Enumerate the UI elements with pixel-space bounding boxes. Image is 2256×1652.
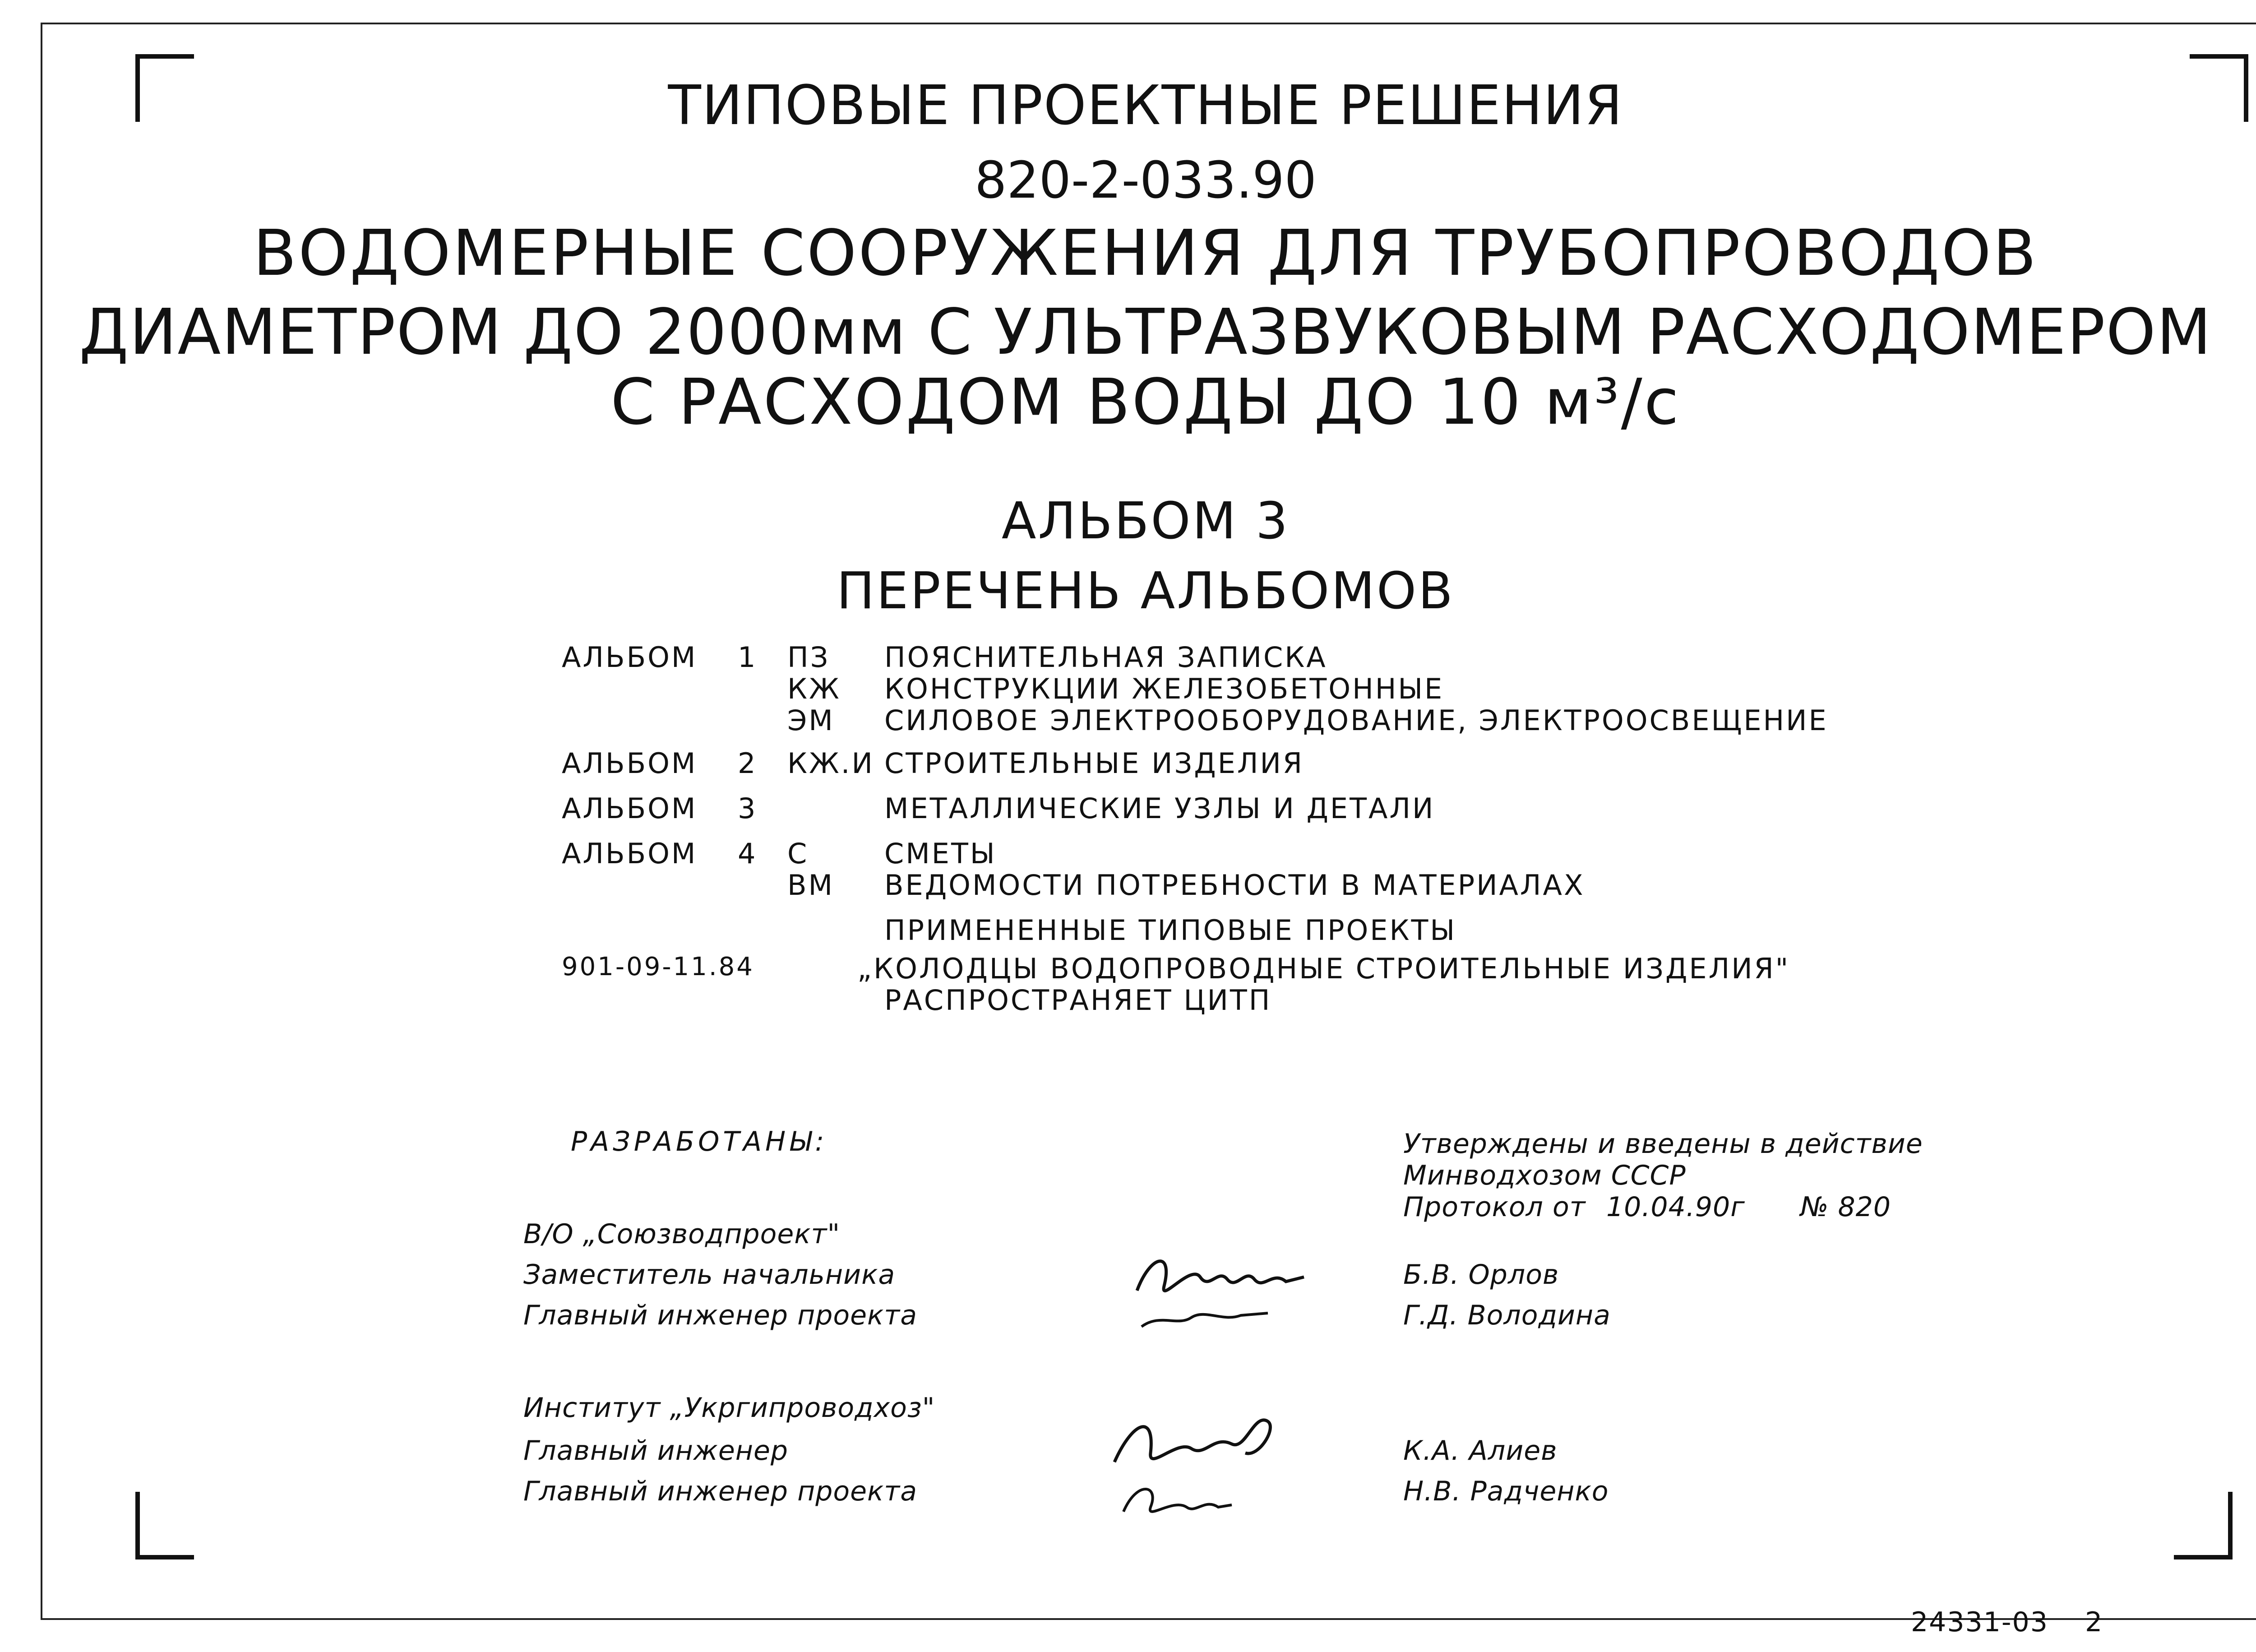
- document-code: [1911, 1606, 2103, 1638]
- document-code-value: 24331-03: [1911, 1606, 2048, 1638]
- album-description: КОНСТРУКЦИИ ЖЕЛЕЗОБЕТОННЫЕ: [884, 672, 1444, 705]
- org2-role-chief-project-engineer: Главный инженер проекта: [523, 1476, 917, 1507]
- album-number: 1: [738, 641, 758, 674]
- applied-project-code: 901-09-11.84: [562, 952, 754, 981]
- approval-line-2: Минводхозом СССР: [1403, 1160, 1686, 1191]
- album-label: АЛЬБОМ: [562, 837, 698, 870]
- album-description: СМЕТЫ: [884, 837, 997, 870]
- album-code: КЖ.И: [787, 747, 874, 780]
- project-title-line-2: ДИАМЕТРОМ ДО 2000мм С УЛЬТРАЗВУКОВЫМ РАСХОДОМЕРОМ: [79, 296, 2212, 369]
- corner-mark-bottom-right: [2174, 1492, 2233, 1559]
- series-title: ТИПОВЫЕ ПРОЕКТНЫЕ РЕШЕНИЯ: [668, 74, 1623, 137]
- org2-name: Институт „Укргипроводхоз": [523, 1392, 935, 1424]
- series-code: 820-2-033.90: [975, 151, 1317, 210]
- album-description: СТРОИТЕЛЬНЫЕ ИЗДЕЛИЯ: [884, 747, 1304, 780]
- corner-mark-bottom-left: [135, 1492, 194, 1559]
- signature-orlov: [1123, 1236, 1313, 1345]
- org1-role-deputy-head: Заместитель начальника: [523, 1259, 896, 1291]
- album-code: ВМ: [787, 869, 835, 902]
- sheet-number: 2: [2085, 1606, 2103, 1638]
- developed-heading: РАЗРАБОТАНЫ:: [571, 1126, 828, 1157]
- org1-name: В/О „Союзводпроект": [523, 1218, 841, 1250]
- org2-person-2: Н.В. Радченко: [1403, 1476, 1609, 1507]
- album-code: ПЗ: [787, 641, 830, 674]
- album-description: СИЛОВОЕ ЭЛЕКТРООБОРУДОВАНИЕ, ЭЛЕКТРООСВЕЩЕНИЕ: [884, 704, 1828, 737]
- project-title-line-1: ВОДОМЕРНЫЕ СООРУЖЕНИЯ ДЛЯ ТРУБОПРОВОДОВ: [253, 217, 2038, 290]
- applied-projects-heading: ПРИМЕНЕННЫЕ ТИПОВЫЕ ПРОЕКТЫ: [884, 914, 1457, 947]
- album-description: ВЕДОМОСТИ ПОТРЕБНОСТИ В МАТЕРИАЛАХ: [884, 869, 1585, 902]
- album-code: С: [787, 837, 809, 870]
- album-label: АЛЬБОМ: [562, 641, 698, 674]
- org2-role-chief-engineer: Главный инженер: [523, 1435, 788, 1467]
- protocol-date: 10.04.90г: [1606, 1191, 1745, 1223]
- album-header: АЛЬБОМ 3: [1001, 492, 1290, 551]
- distributor: РАСПРОСТРАНЯЕТ ЦИТП: [884, 984, 1272, 1017]
- protocol-label: Протокол от: [1403, 1191, 1586, 1223]
- album-number: 2: [738, 747, 758, 780]
- org1-person-1: Б.В. Орлов: [1403, 1259, 1559, 1291]
- org2-person-1: К.А. Алиев: [1403, 1435, 1558, 1467]
- protocol-number: № 820: [1800, 1191, 1891, 1223]
- album-label: АЛЬБОМ: [562, 792, 698, 825]
- album-number: 4: [738, 837, 758, 870]
- signature-aliev: [1096, 1394, 1299, 1530]
- org1-person-2: Г.Д. Володина: [1403, 1300, 1611, 1331]
- album-label: АЛЬБОМ: [562, 747, 698, 780]
- album-list-title: ПЕРЕЧЕНЬ АЛЬБОМОВ: [837, 562, 1455, 620]
- project-title-line-3: С РАСХОДОМ ВОДЫ ДО 10 м³/с: [610, 366, 1681, 439]
- org1-role-chief-engineer: Главный инженер проекта: [523, 1300, 917, 1331]
- album-description: ПОЯСНИТЕЛЬНАЯ ЗАПИСКА: [884, 641, 1327, 674]
- approval-line-1: Утверждены и введены в действие: [1403, 1128, 1923, 1160]
- applied-project-description: „КОЛОДЦЫ ВОДОПРОВОДНЫЕ СТРОИТЕЛЬНЫЕ ИЗДЕЛИЯ": [857, 952, 1790, 985]
- album-description: МЕТАЛЛИЧЕСКИЕ УЗЛЫ И ДЕТАЛИ: [884, 792, 1435, 825]
- album-code: ЭМ: [787, 704, 835, 737]
- album-code: КЖ: [787, 672, 841, 705]
- album-number: 3: [738, 792, 758, 825]
